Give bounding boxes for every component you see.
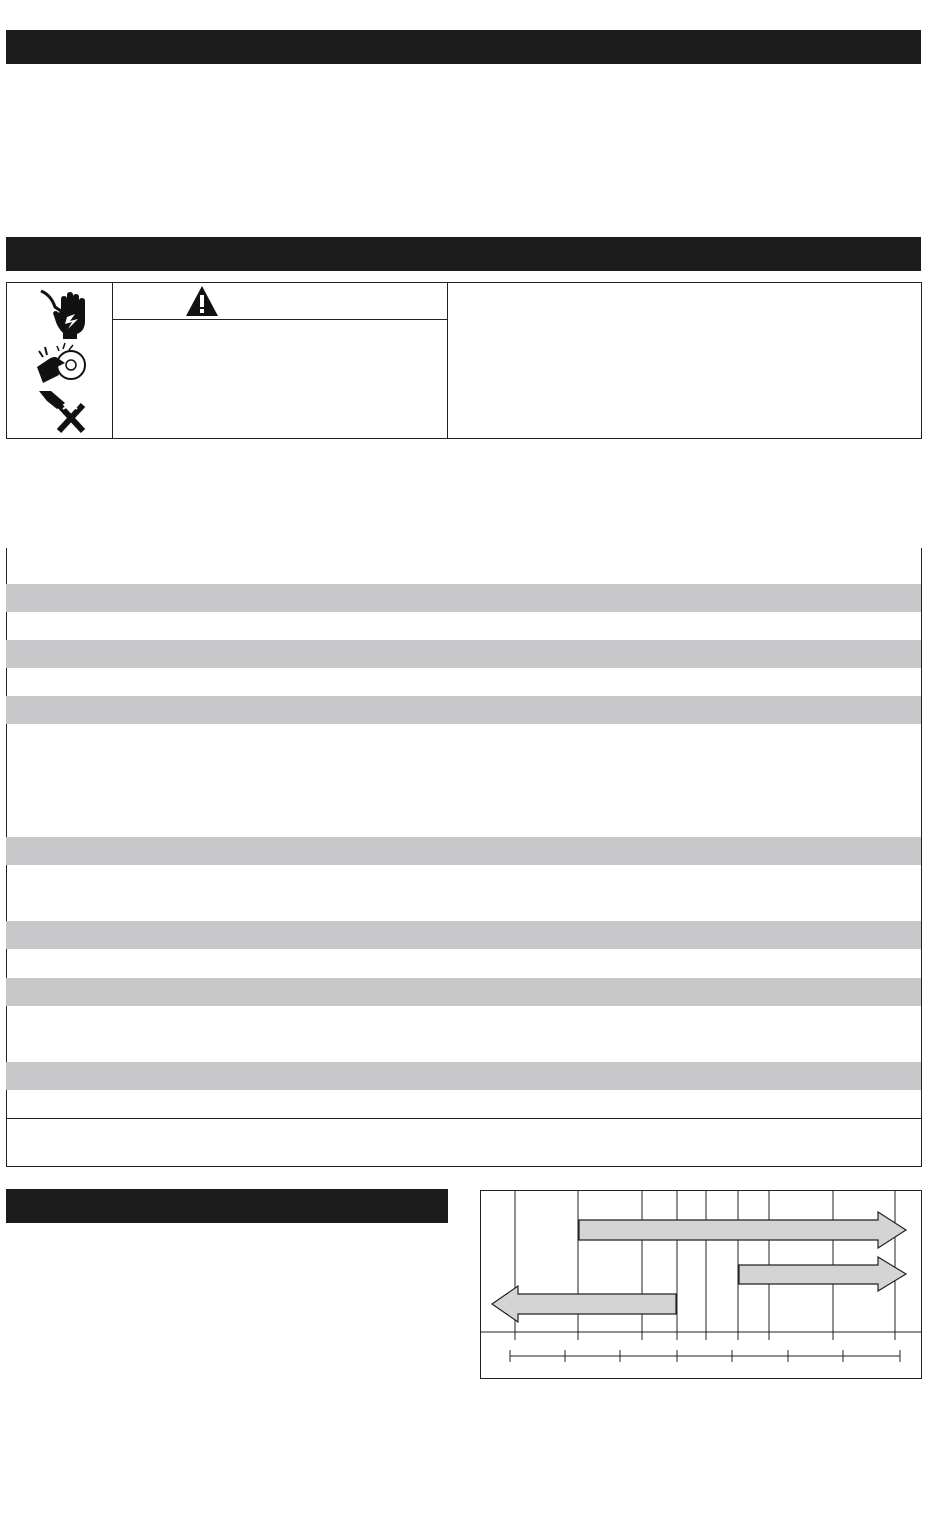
warning-triangle-icon [185, 285, 219, 317]
safety-icons-column [35, 287, 89, 435]
table-row [6, 1006, 921, 1062]
table-row [6, 724, 921, 837]
table-row [6, 1090, 921, 1118]
cut-hazard-hand-icon [35, 387, 89, 437]
section-header-top [6, 30, 921, 64]
table-row [6, 612, 921, 640]
table-row [6, 584, 921, 612]
warning-signal-header [113, 283, 447, 319]
table-footer-divider [6, 1118, 921, 1119]
electric-shock-hand-icon [35, 287, 89, 339]
range-chart [480, 1190, 922, 1380]
table-row [6, 949, 921, 978]
table-row [6, 921, 921, 949]
table-row [6, 865, 921, 921]
table-row [6, 837, 921, 865]
range-chart-svg [480, 1190, 922, 1380]
grinding-wheel-hand-icon [35, 341, 89, 387]
warning-signal-underline [112, 319, 448, 320]
warning-panel [6, 282, 922, 439]
table-row [6, 978, 921, 1006]
warning-panel-divider-2 [447, 283, 448, 438]
table-row [6, 668, 921, 696]
table-row [6, 696, 921, 724]
section-header-warning [6, 237, 921, 271]
section-header-chart [6, 1189, 448, 1223]
table-row [6, 640, 921, 668]
table-row [6, 1062, 921, 1090]
